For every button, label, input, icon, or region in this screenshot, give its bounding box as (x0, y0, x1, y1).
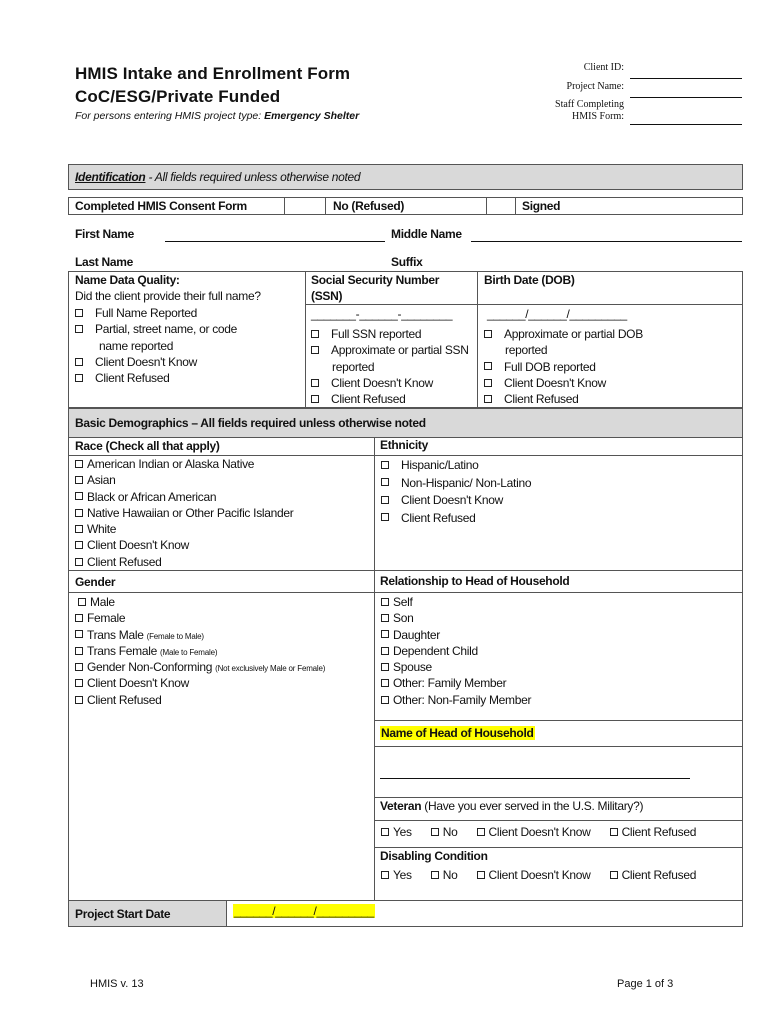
race-option[interactable]: Native Hawaiian or Other Pacific Islander (75, 505, 293, 521)
relationship-label: Relationship to Head of Household (380, 574, 570, 588)
ethnicity-options (381, 457, 531, 527)
checkbox-icon[interactable] (75, 460, 83, 468)
ethnicity-label: Ethnicity (380, 438, 428, 452)
name-quality-option-cont: name reported (99, 338, 174, 353)
disabling-yes[interactable]: Yes (381, 868, 412, 882)
checkbox-icon[interactable] (610, 828, 618, 836)
checkbox-icon[interactable] (75, 614, 83, 622)
project-start-field[interactable]: ______/______/_________ (234, 904, 374, 918)
project-type-prefix: For persons entering HMIS project type: (75, 110, 265, 122)
middle-name-label: Middle Name (391, 227, 462, 241)
checkbox-icon[interactable] (610, 871, 618, 879)
checkbox-icon[interactable] (75, 663, 83, 671)
checkbox-icon[interactable] (75, 679, 83, 687)
checkbox-icon[interactable] (75, 558, 83, 566)
checkbox-icon[interactable] (477, 828, 485, 836)
identification-heading (75, 170, 360, 184)
ssn-option[interactable]: Full SSN reported (311, 326, 469, 342)
veteran-question: (Have you ever served in the U.S. Military?) (421, 799, 644, 813)
ssn-options (311, 326, 469, 407)
dob-option-cont: reported (505, 343, 548, 358)
last-name-label: Last Name (75, 255, 133, 269)
dob-option[interactable]: Client Doesn't Know (484, 375, 643, 391)
checkbox-icon[interactable] (381, 513, 389, 521)
checkbox-icon[interactable] (75, 696, 83, 704)
middle-name-field[interactable] (471, 241, 742, 242)
checkbox-icon[interactable] (484, 379, 492, 387)
race-option[interactable]: American Indian or Alaska Native (75, 456, 293, 472)
relationship-option[interactable]: Other: Family Member (381, 675, 531, 691)
dob-option[interactable]: Approximate or partial DOB (484, 326, 643, 342)
name-quality-label: Name Data Quality: (75, 273, 180, 287)
project-start-label: Project Start Date (75, 907, 171, 921)
gender-option[interactable]: Client Doesn't Know (75, 675, 325, 691)
veteran-refused[interactable]: Client Refused (610, 825, 697, 839)
ssn-option-cont: reported (332, 359, 375, 374)
dob-option[interactable]: Client Refused (484, 391, 643, 407)
ssn-option[interactable]: Approximate or partial SSN (311, 342, 469, 358)
first-name-label: First Name (75, 227, 135, 241)
checkbox-icon[interactable] (381, 647, 389, 655)
project-name-label: Project Name: (566, 81, 624, 92)
checkbox-icon[interactable] (311, 379, 319, 387)
checkbox-icon[interactable] (75, 509, 83, 517)
race-label: Race (Check all that apply) (75, 439, 220, 453)
project-type-line (75, 110, 359, 122)
disabling-options (381, 868, 696, 882)
ssn-label: Social Security Number (311, 273, 440, 287)
checkbox-icon[interactable] (381, 496, 389, 504)
relationship-option[interactable]: Other: Non-Family Member (381, 692, 531, 708)
gender-option[interactable]: Client Refused (75, 692, 325, 708)
relationship-option[interactable]: Daughter (381, 627, 531, 643)
ethnicity-option[interactable]: Non-Hispanic/ Non-Latino (381, 475, 531, 493)
checkbox-icon[interactable] (381, 663, 389, 671)
consent-signed-label: Signed (522, 199, 561, 213)
staff-label-1: Staff Completing (555, 99, 624, 110)
name-quality-options (75, 305, 237, 386)
name-quality-option[interactable]: Full Name Reported (75, 305, 237, 321)
demographics-heading: Basic Demographics – All fields required unless otherwise noted (75, 416, 426, 430)
disabling-dont-know[interactable]: Client Doesn't Know (477, 868, 591, 882)
consent-no-label: No (Refused) (333, 199, 405, 213)
checkbox-icon[interactable] (431, 871, 439, 879)
checkbox-icon[interactable] (477, 871, 485, 879)
relationship-options (381, 594, 531, 708)
checkbox-icon[interactable] (381, 478, 389, 486)
checkbox-icon[interactable] (484, 362, 492, 370)
consent-label: Completed HMIS Consent Form (75, 199, 247, 213)
checkbox-icon[interactable] (484, 330, 492, 338)
ssn-field[interactable]: _______-______-________ (311, 307, 453, 321)
disabling-no[interactable]: No (431, 868, 458, 882)
gender-option[interactable]: Female (75, 610, 325, 626)
form-version: HMIS v. 13 (90, 978, 144, 990)
checkbox-icon[interactable] (381, 461, 389, 469)
veteran-row-label (380, 799, 643, 813)
relationship-option[interactable]: Spouse (381, 659, 531, 675)
client-id-label: Client ID: (583, 62, 624, 73)
race-option[interactable]: Client Refused (75, 554, 293, 570)
veteran-options (381, 825, 696, 839)
staff-field[interactable] (630, 124, 742, 125)
gender-option[interactable]: Trans Female (Male to Female) (75, 643, 325, 659)
project-type-value: Emergency Shelter (264, 110, 360, 122)
race-option[interactable]: Black or African American (75, 489, 293, 505)
race-option[interactable]: Asian (75, 472, 293, 488)
gender-option[interactable]: Male (75, 594, 325, 610)
checkbox-icon[interactable] (381, 828, 389, 836)
form-title: HMIS Intake and Enrollment Form (75, 64, 351, 83)
gender-options (75, 594, 325, 708)
checkbox-icon[interactable] (381, 871, 389, 879)
checkbox-icon[interactable] (75, 630, 83, 638)
race-options (75, 456, 293, 570)
ethnicity-option[interactable]: Hispanic/Latino (381, 457, 531, 475)
checkbox-icon[interactable] (381, 696, 389, 704)
name-quality-option[interactable]: Client Doesn't Know (75, 354, 237, 370)
veteran-no[interactable]: No (431, 825, 458, 839)
disabling-label: Disabling Condition (380, 849, 488, 863)
ssn-option[interactable]: Client Refused (311, 391, 469, 407)
veteran-label: Veteran (380, 799, 422, 813)
checkbox-icon[interactable] (381, 598, 389, 606)
identification-note: - All fields required unless otherwise noted (145, 170, 361, 184)
checkbox-icon[interactable] (75, 309, 83, 317)
dob-field[interactable]: ______/______/_________ (487, 307, 627, 321)
veteran-dont-know[interactable]: Client Doesn't Know (477, 825, 591, 839)
name-quality-question: Did the client provide their full name? (75, 289, 261, 303)
checkbox-icon[interactable] (311, 395, 319, 403)
head-of-household-label: Name of Head of Household (381, 726, 534, 740)
name-quality-option[interactable]: Partial, street name, or code (75, 321, 237, 337)
checkbox-icon[interactable] (484, 395, 492, 403)
relationship-option[interactable]: Son (381, 610, 531, 626)
consent-signed-box[interactable] (487, 198, 514, 214)
checkbox-icon[interactable] (381, 630, 389, 638)
suffix-label: Suffix (391, 255, 423, 269)
checkbox-icon[interactable] (78, 598, 86, 606)
checkbox-icon[interactable] (75, 358, 83, 366)
first-name-field[interactable] (165, 241, 385, 242)
ethnicity-option[interactable]: Client Refused (381, 510, 531, 528)
gender-label: Gender (75, 575, 116, 589)
gender-option[interactable]: Trans Male (Female to Male) (75, 627, 325, 643)
checkbox-icon[interactable] (381, 614, 389, 622)
staff-label-2: HMIS Form: (572, 111, 624, 122)
ssn-label-2: (SSN) (311, 289, 343, 303)
checkbox-icon[interactable] (75, 374, 83, 382)
checkbox-icon[interactable] (75, 525, 83, 533)
head-of-household-field[interactable] (380, 778, 690, 779)
page-number: Page 1 of 3 (617, 978, 674, 990)
race-option[interactable]: White (75, 521, 293, 537)
ssn-option[interactable]: Client Doesn't Know (311, 375, 469, 391)
checkbox-icon[interactable] (381, 679, 389, 687)
race-option[interactable]: Client Doesn't Know (75, 537, 293, 553)
identification-title: Identification (75, 170, 146, 184)
gender-option[interactable]: Gender Non-Conforming (Not exclusively Male or Female) (75, 659, 325, 675)
project-name-field[interactable] (630, 97, 742, 98)
client-id-field[interactable] (630, 78, 742, 79)
relationship-option[interactable]: Dependent Child (381, 643, 531, 659)
checkbox-icon[interactable] (311, 346, 319, 354)
checkbox-icon[interactable] (75, 647, 83, 655)
checkbox-icon[interactable] (75, 476, 83, 484)
form-subtitle-funding: CoC/ESG/Private Funded (75, 87, 281, 106)
checkbox-icon[interactable] (75, 541, 83, 549)
checkbox-icon[interactable] (311, 330, 319, 338)
checkbox-icon[interactable] (75, 492, 83, 500)
disabling-refused[interactable]: Client Refused (610, 868, 697, 882)
dob-options (484, 326, 643, 407)
veteran-yes[interactable]: Yes (381, 825, 412, 839)
ethnicity-option[interactable]: Client Doesn't Know (381, 492, 531, 510)
checkbox-icon[interactable] (431, 828, 439, 836)
dob-label: Birth Date (DOB) (484, 273, 575, 287)
dob-option[interactable]: Full DOB reported (484, 359, 643, 375)
name-quality-option[interactable]: Client Refused (75, 370, 237, 386)
checkbox-icon[interactable] (75, 325, 83, 333)
consent-no-box[interactable] (285, 198, 324, 214)
relationship-option[interactable]: Self (381, 594, 531, 610)
